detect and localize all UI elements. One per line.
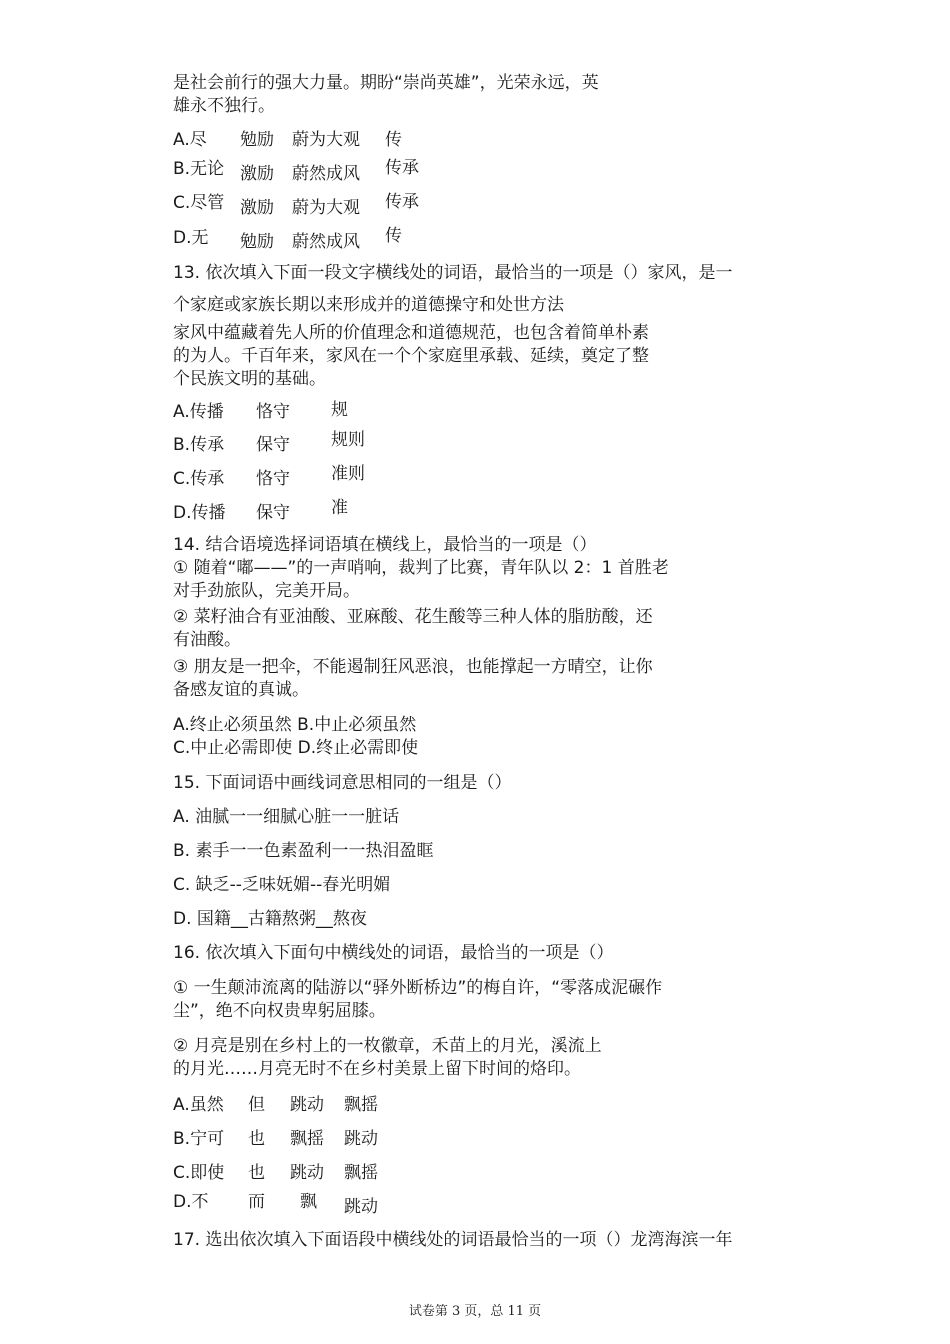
- option-label: B.传承: [173, 435, 225, 455]
- option-word-2: 规则: [331, 430, 365, 450]
- option-word-1: 保守: [256, 503, 290, 523]
- option-word-1: 恪守: [256, 469, 290, 489]
- q12-text-line-1: 是社会前行的强大力量。期盼“崇尚英雄”，光荣永远，英: [173, 73, 599, 93]
- option-label: C.尽管: [173, 193, 225, 213]
- option-word-2: 飘摇: [290, 1129, 324, 1149]
- page-footer: 试卷第 3 页，总 11 页: [408, 1304, 542, 1319]
- q13-stem-line-3: 家风中蕴藏着先人所的价值理念和道德规范，也包含着简单朴素: [173, 323, 649, 343]
- option-word-2: 准则: [331, 464, 365, 484]
- q17-stem: 17. 选出依次填入下面语段中横线处的词语最恰当的一项（）龙湾海滨一年: [173, 1230, 733, 1250]
- option-word-1: 恪守: [256, 402, 290, 422]
- option-word-1: 而: [248, 1192, 265, 1212]
- option-word-2: 飘: [300, 1192, 317, 1212]
- option-word-3: 传: [385, 130, 402, 150]
- q16-sentence-2-line-1: ② 月亮是别在乡村上的一枚徽章，禾苗上的月光，溪流上: [173, 1036, 602, 1056]
- option-word-1: 激励: [240, 164, 274, 184]
- option-word-2: 准: [331, 498, 348, 518]
- option-label: B.宁可: [173, 1129, 225, 1149]
- q13-stem-line-2: 个家庭或家族长期以来形成并的道德操守和处世方法: [173, 295, 564, 315]
- q14-sentence-3-line-1: ③ 朋友是一把伞，不能遏制狂风恶浪，也能撑起一方晴空，让你: [173, 657, 653, 677]
- option-word-3: 飘摇: [344, 1095, 378, 1115]
- option-label: B.无论: [173, 159, 225, 179]
- option-word-2: 蔚然成风: [292, 232, 360, 252]
- option-word-3: 跳动: [344, 1129, 378, 1149]
- option-word-3: 传承: [385, 158, 419, 178]
- option-word-3: 传承: [385, 192, 419, 212]
- option-word-1: 也: [248, 1129, 265, 1149]
- q14-sentence-3-line-2: 备感友谊的真诚。: [173, 680, 309, 700]
- option-label: D.不: [173, 1192, 209, 1212]
- q14-stem: 14. 结合语境选择词语填在横线上，最恰当的一项是（）: [173, 535, 597, 555]
- option-word-2: 蔚为大观: [292, 198, 360, 218]
- q14-sentence-2-line-2: 有油酸。: [173, 630, 241, 650]
- q15-option-d[interactable]: D. 国籍__古籍熬粥__熬夜: [173, 909, 367, 929]
- q13-stem-line-5: 个民族文明的基础。: [173, 369, 326, 389]
- q15-option-a[interactable]: A. 油腻一一细腻心脏一一脏话: [173, 807, 400, 827]
- q14-sentence-2-line-1: ② 菜籽油合有亚油酸、亚麻酸、花生酸等三种人体的脂肪酸，还: [173, 607, 653, 627]
- option-word-1: 保守: [256, 435, 290, 455]
- q16-sentence-2-line-2: 的月光……月亮无时不在乡村美景上留下时间的烙印。: [173, 1059, 581, 1079]
- option-label: D.无: [173, 228, 209, 248]
- option-word-1: 也: [248, 1163, 265, 1183]
- q15-option-b[interactable]: B. 素手一一色素盈利一一热泪盈眶: [173, 841, 434, 861]
- option-label: D.传播: [173, 503, 226, 523]
- q12-text-line-2: 雄永不独行。: [173, 96, 275, 116]
- option-word-2: 跳动: [290, 1095, 324, 1115]
- option-word-1: 但: [248, 1095, 265, 1115]
- option-word-1: 激励: [240, 198, 274, 218]
- option-word-1: 勉励: [240, 232, 274, 252]
- option-label: C.传承: [173, 469, 225, 489]
- option-label: A.虽然: [173, 1095, 224, 1115]
- q14-options-cd[interactable]: C.中止必需即使 D.终止必需即使: [173, 738, 419, 758]
- option-word-3: 传: [385, 226, 402, 246]
- q16-stem: 16. 依次填入下面句中横线处的词语，最恰当的一项是（）: [173, 943, 614, 963]
- option-label: A.传播: [173, 402, 224, 422]
- option-word-2: 规: [331, 400, 348, 420]
- q14-options-ab[interactable]: A.终止必须虽然 B.中止必须虽然: [173, 715, 417, 735]
- option-word-2: 蔚为大观: [292, 130, 360, 150]
- q14-sentence-1-line-2: 对手劲旅队，完美开局。: [173, 581, 360, 601]
- q16-sentence-1-line-1: ① 一生颠沛流离的陆游以“驿外断桥边”的梅自许，“零落成泥碾作: [173, 978, 663, 998]
- q13-stem-line-4: 的为人。千百年来，家风在一个个家庭里承载、延续，奠定了整: [173, 346, 649, 366]
- option-word-1: 勉励: [240, 130, 274, 150]
- q15-option-c[interactable]: C. 缺乏--乏味妩媚--春光明媚: [173, 875, 391, 895]
- option-label: C.即使: [173, 1163, 225, 1183]
- option-word-2: 蔚然成风: [292, 164, 360, 184]
- q15-stem: 15. 下面词语中画线词意思相同的一组是（）: [173, 773, 512, 793]
- option-word-3: 飘摇: [344, 1163, 378, 1183]
- option-word-2: 跳动: [290, 1163, 324, 1183]
- q13-stem-line-1: 13. 依次填入下面一段文字横线处的词语，最恰当的一项是（）家风，是一: [173, 263, 733, 283]
- q14-sentence-1-line-1: ① 随着“嘟——”的一声哨响，裁判了比赛，青年队以 2：1 首胜老: [173, 558, 669, 578]
- option-word-3: 跳动: [344, 1197, 378, 1217]
- option-label: A.尽: [173, 130, 207, 150]
- q16-sentence-1-line-2: 尘”，绝不向权贵卑躬屈膝。: [173, 1001, 386, 1021]
